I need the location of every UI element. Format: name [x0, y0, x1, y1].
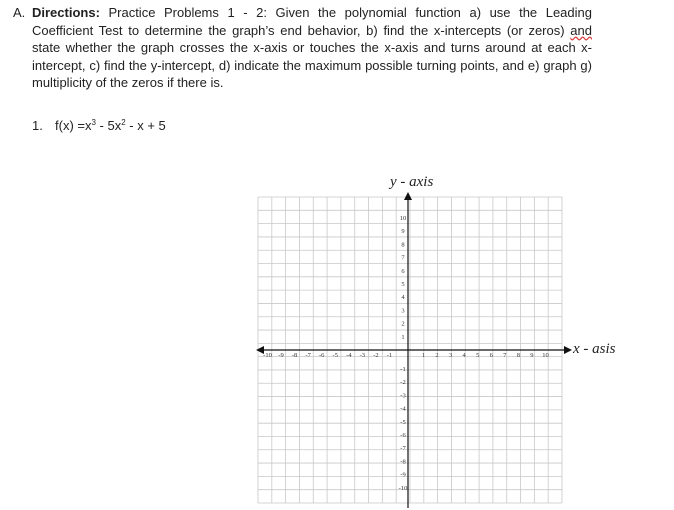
tick-labels [263, 215, 549, 492]
y-tick-label: -8 [400, 458, 406, 466]
x-axis-title: x - asis [573, 341, 616, 357]
x-tick-label: -8 [291, 352, 298, 359]
y-axis-title: y - axis [390, 174, 434, 190]
x-tick-label: -4 [346, 352, 352, 359]
y-tick-label: -1 [400, 366, 406, 373]
y-tick-label: 9 [401, 228, 405, 236]
y-tick-label: 6 [401, 267, 405, 275]
y-tick-label: -3 [400, 392, 406, 400]
function-part-1: f(x) =x [55, 118, 92, 133]
y-tick-label: 10 [399, 215, 407, 222]
x-tick-label: -7 [305, 352, 311, 359]
x-tick-label: 2 [435, 352, 439, 359]
exponent-3: 3 [91, 118, 96, 127]
y-tick-label: -4 [400, 405, 406, 413]
spellcheck-word: and [570, 22, 592, 38]
y-tick-label: -5 [400, 418, 406, 426]
x-tick-label: -9 [278, 352, 284, 359]
x-tick-label: -2 [373, 352, 379, 359]
y-tick-label: -7 [400, 445, 406, 453]
x-tick-label: 10 [542, 352, 549, 359]
x-tick-label: -5 [332, 352, 338, 359]
directions-heading: Directions: [32, 5, 100, 20]
problem-number: 1. [32, 118, 43, 133]
y-tick-label: 7 [401, 254, 405, 262]
y-tick-label: -10 [398, 484, 408, 492]
x-tick-label: 3 [448, 352, 453, 359]
y-tick-label: 5 [401, 281, 405, 288]
x-axis-right-arrow [564, 346, 572, 354]
y-tick-label: -6 [400, 432, 406, 439]
x-tick-label: 7 [503, 352, 507, 359]
y-tick-label: 4 [401, 294, 405, 302]
directions-body-1: Practice Problems 1 - 2: Given the polynomial function a) use the Leading Coefficient Test to determine the graph’s end behavior, b) find the x-intercepts (or zeros) [32, 5, 592, 38]
exponent-2: 2 [121, 118, 126, 127]
x-tick-label: 1 [421, 352, 426, 359]
directions-body-2: state whether the graph crosses the x-axis or touches the x-axis and turns around at each x-intercept, c) find the y-intercept, d) indicate the maximum possible turning points, and e) graph g) multiplicity of the zeros if there is. [32, 40, 592, 90]
axes [256, 192, 572, 508]
x-tick-label: 9 [530, 352, 534, 359]
x-tick-label: -6 [318, 352, 325, 359]
x-tick-label: 8 [516, 352, 520, 359]
x-tick-label: 4 [462, 352, 466, 359]
x-tick-label: -1 [386, 352, 393, 359]
x-tick-label: -10 [263, 352, 272, 359]
y-tick-label: -2 [400, 379, 406, 387]
function-part-2: - 5x [95, 118, 122, 133]
y-tick-label: 3 [401, 307, 405, 315]
y-tick-label: -9 [400, 471, 406, 479]
x-tick-label: -3 [359, 352, 366, 359]
y-tick-label: 8 [401, 241, 405, 249]
function-part-3: - x + 5 [125, 118, 166, 133]
y-tick-label: 1 [401, 333, 405, 341]
x-tick-label: 6 [489, 352, 493, 359]
y-tick-label: 2 [401, 320, 405, 328]
x-tick-label: 5 [476, 352, 480, 359]
section-marker: A. [13, 5, 26, 20]
y-axis-up-arrow [404, 192, 412, 200]
